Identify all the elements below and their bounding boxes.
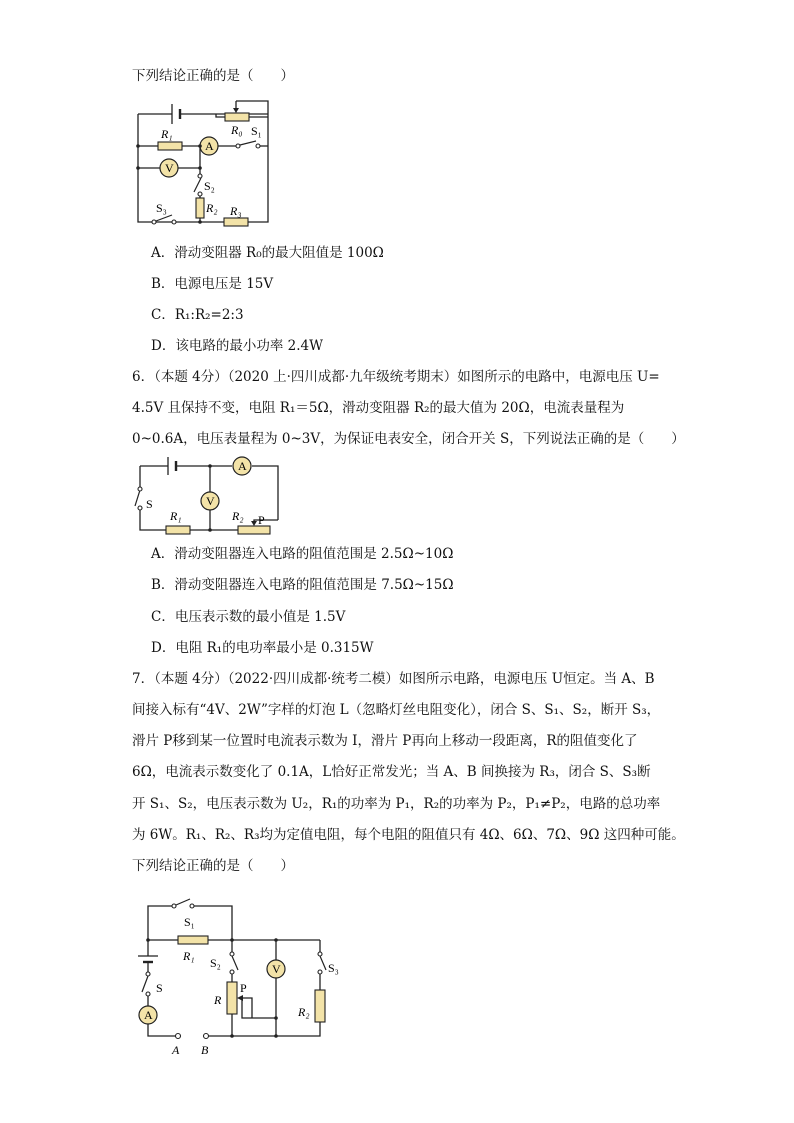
svg-text:S₂: S₂ bbox=[204, 179, 215, 193]
q7-switch-s bbox=[142, 976, 148, 992]
svg-text:S₁: S₁ bbox=[251, 124, 262, 138]
q7-stem-line-5: 开 S₁、S₂，电压表示数为 U₂，R₁的功率为 P₁，R₂的功率为 P₂，P₁≠P₂，电路的总功率 bbox=[132, 796, 661, 812]
svg-text:S: S bbox=[146, 497, 153, 511]
q5-rheostat-slider-arrow bbox=[233, 108, 239, 113]
svg-text:S₃: S₃ bbox=[328, 961, 339, 975]
q7-stem-line-1: 7．（本题 4分）（2022·四川成都·统考二模）如图所示电路，电源电压 U恒定。当 A、B bbox=[132, 671, 655, 687]
svg-text:S₁: S₁ bbox=[184, 915, 195, 929]
svg-text:R₂: R₂ bbox=[206, 201, 218, 215]
svg-text:P: P bbox=[258, 513, 265, 527]
q6-option-d[interactable]: D．电阻 R₁的电功率最小是 0.315W bbox=[151, 640, 374, 656]
q7-circuit-diagram bbox=[128, 892, 358, 1062]
q7-terminal-a bbox=[176, 1034, 181, 1039]
q5-option-c[interactable]: C．R₁:R₂=2:3 bbox=[151, 307, 244, 323]
svg-text:A: A bbox=[144, 1008, 153, 1022]
q7-rheostat-r bbox=[227, 982, 237, 1014]
svg-text:P: P bbox=[240, 981, 247, 995]
q5-resistor-r3 bbox=[224, 218, 248, 226]
q7-stem-line-4: 6Ω，电流表示数变化了 0.1A，L恰好正常发光；当 A、B 间换接为 R₃，闭合 S、S₃断 bbox=[132, 764, 651, 780]
svg-text:R₃: R₃ bbox=[230, 204, 242, 218]
q5-option-a[interactable]: A．滑动变阻器 R₀的最大阻值是 100Ω bbox=[151, 245, 384, 261]
q5-circuit-diagram bbox=[128, 94, 278, 228]
svg-text:S₃: S₃ bbox=[156, 201, 167, 215]
svg-text:R: R bbox=[214, 993, 222, 1007]
q6-rheostat-r2 bbox=[238, 526, 270, 534]
q7-resistor-r2 bbox=[315, 990, 325, 1022]
q6-slider-arrow bbox=[251, 521, 257, 526]
svg-text:A: A bbox=[205, 139, 214, 153]
q5-conclusion-prompt: 下列结论正确的是（ ） bbox=[132, 68, 294, 84]
svg-text:S: S bbox=[156, 981, 163, 995]
q7-switch-s1 bbox=[176, 899, 190, 905]
q6-option-a[interactable]: A．滑动变阻器连入电路的阻值范围是 2.5Ω~10Ω bbox=[151, 546, 454, 562]
q6-stem-line-3: 0~0.6A，电压表量程为 0~3V，为保证电表安全，闭合开关 S，下列说法正确的是（ ） bbox=[132, 431, 685, 447]
svg-text:V: V bbox=[206, 494, 215, 508]
q5-resistor-r2 bbox=[196, 198, 204, 218]
q5-switch-s3 bbox=[156, 215, 172, 221]
svg-text:A: A bbox=[172, 1043, 180, 1057]
svg-text:R₂: R₂ bbox=[298, 1005, 310, 1019]
q5-resistor-r1 bbox=[158, 142, 182, 150]
q7-resistor-r1 bbox=[178, 936, 208, 944]
q7-switch-s3 bbox=[320, 956, 326, 970]
svg-text:B: B bbox=[201, 1043, 209, 1057]
svg-text:S₂: S₂ bbox=[210, 956, 221, 970]
svg-text:R₂: R₂ bbox=[232, 509, 244, 523]
q7-stem-line-2: 间接入标有“4V、2W”字样的灯泡 L（忽略灯丝电阻变化），闭合 S、S₁、S₂，断开 S₃， bbox=[132, 702, 661, 718]
svg-text:V: V bbox=[165, 161, 174, 175]
q6-stem-line-1: 6．（本题 4分）（2020 上·四川成都·九年级统考期末）如图所示的电路中，电源电压 U= bbox=[132, 369, 660, 385]
svg-text:R₁: R₁ bbox=[170, 509, 182, 523]
q5-option-d[interactable]: D．该电路的最小功率 2.4W bbox=[151, 338, 323, 354]
svg-text:R₀: R₀ bbox=[231, 123, 243, 137]
q5-rheostat-r0 bbox=[225, 113, 249, 121]
q5-s1-terminal-left bbox=[236, 144, 240, 148]
q5-switch-s1 bbox=[240, 141, 256, 145]
q6-option-c[interactable]: C．电压表示数的最小值是 1.5V bbox=[151, 609, 346, 625]
svg-text:R₁: R₁ bbox=[161, 127, 173, 141]
q6-stem-line-2: 4.5V 且保持不变，电阻 R₁＝5Ω，滑动变阻器 R₂的最大值为 20Ω，电流表量程为 bbox=[132, 400, 625, 416]
q6-switch-s bbox=[135, 490, 140, 506]
q7-slider-arrow bbox=[237, 995, 243, 1001]
q7-switch-s2 bbox=[232, 956, 238, 970]
q6-option-b[interactable]: B．滑动变阻器连入电路的阻值范围是 7.5Ω~15Ω bbox=[151, 577, 454, 593]
q7-stem-line-6: 为 6W。R₁、R₂、R₃均为定值电阻，每个电阻的阻值只有 4Ω、6Ω、7Ω、9Ω 这四种可能。 bbox=[132, 827, 685, 843]
q7-terminal-b bbox=[204, 1034, 209, 1039]
svg-text:V: V bbox=[272, 962, 281, 976]
q7-stem-line-3: 滑片 P移到某一位置时电流表示数为 I，滑片 P再向上移动一段距离，R的阻值变化了 bbox=[132, 733, 638, 749]
svg-text:A: A bbox=[238, 459, 247, 473]
q5-option-b[interactable]: B．电源电压是 15V bbox=[151, 276, 274, 292]
q7-conclusion-prompt: 下列结论正确的是（ ） bbox=[132, 858, 294, 874]
q6-resistor-r1 bbox=[166, 526, 190, 534]
q5-switch-s2 bbox=[194, 178, 201, 192]
svg-text:R₁: R₁ bbox=[183, 949, 195, 963]
q6-circuit-diagram bbox=[128, 454, 288, 538]
